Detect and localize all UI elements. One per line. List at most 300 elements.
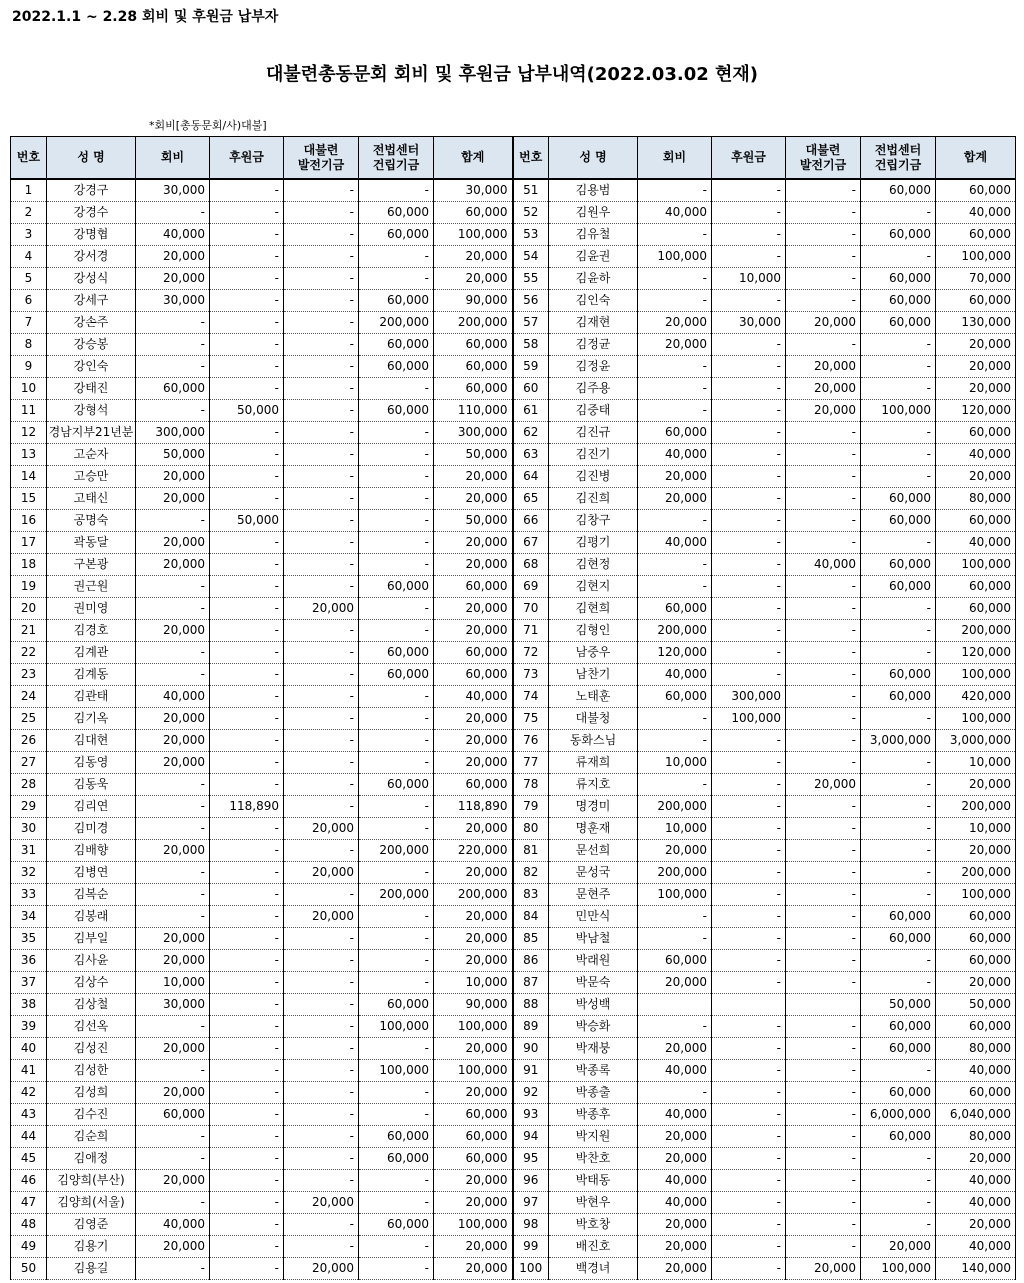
table-row	[11, 1016, 1016, 1038]
cell-dev_fund: -	[786, 576, 861, 598]
table-row	[11, 664, 1016, 686]
cell-donation: -	[210, 598, 284, 620]
cell-donation: 30,000	[712, 312, 786, 334]
cell-center_fund: -	[861, 334, 936, 356]
cell-center_fund: -	[359, 532, 434, 554]
column-header-dev_fund: 대불련 발전기금	[786, 137, 861, 180]
cell-no: 39	[11, 1016, 47, 1038]
cell-fee: 20,000	[638, 840, 712, 862]
table-row	[11, 994, 1016, 1016]
cell-dev_fund: -	[284, 796, 359, 818]
cell-no: 40	[11, 1038, 47, 1060]
cell-name: 김리연	[47, 796, 136, 818]
cell-dev_fund: -	[284, 1082, 359, 1104]
cell-no: 14	[11, 466, 47, 488]
cell-donation: -	[210, 1148, 284, 1170]
cell-fee: 200,000	[638, 620, 712, 642]
cell-total: 60,000	[936, 928, 1016, 950]
cell-total: 40,000	[936, 1192, 1016, 1214]
table-row	[11, 1082, 1016, 1104]
table-row	[11, 290, 1016, 312]
cell-fee: 40,000	[638, 202, 712, 224]
cell-total: 110,000	[434, 400, 513, 422]
cell-no: 46	[11, 1170, 47, 1192]
cell-name: 김평기	[549, 532, 638, 554]
cell-total: 60,000	[936, 576, 1016, 598]
cell-name: 박지원	[549, 1126, 638, 1148]
cell-no: 66	[513, 510, 549, 532]
cell-dev_fund: 20,000	[284, 862, 359, 884]
cell-total: 60,000	[936, 1082, 1016, 1104]
cell-total: 60,000	[936, 950, 1016, 972]
cell-fee: -	[136, 1016, 210, 1038]
cell-name: 대불청	[549, 708, 638, 730]
cell-no: 90	[513, 1038, 549, 1060]
cell-name: 김용범	[549, 179, 638, 202]
cell-fee: -	[638, 290, 712, 312]
table-row	[11, 1104, 1016, 1126]
cell-donation: 50,000	[210, 400, 284, 422]
cell-dev_fund: -	[284, 730, 359, 752]
column-header-total: 합계	[936, 137, 1016, 180]
cell-fee: 20,000	[638, 1126, 712, 1148]
cell-no: 41	[11, 1060, 47, 1082]
cell-fee: -	[136, 598, 210, 620]
cell-total: 60,000	[434, 642, 513, 664]
table-row	[11, 1060, 1016, 1082]
cell-dev_fund: 20,000	[786, 1258, 861, 1280]
cell-dev_fund: -	[284, 422, 359, 444]
cell-no: 48	[11, 1214, 47, 1236]
cell-donation: -	[712, 862, 786, 884]
cell-no: 61	[513, 400, 549, 422]
cell-fee: 300,000	[136, 422, 210, 444]
cell-total: 20,000	[434, 950, 513, 972]
table-row	[11, 378, 1016, 400]
cell-donation	[712, 994, 786, 1016]
cell-center_fund: -	[359, 686, 434, 708]
cell-fee: 40,000	[638, 664, 712, 686]
cell-donation: -	[712, 598, 786, 620]
cell-dev_fund: -	[786, 466, 861, 488]
table-row	[11, 774, 1016, 796]
cell-donation: -	[712, 642, 786, 664]
cell-total: 60,000	[936, 224, 1016, 246]
column-header-donation: 후원금	[210, 137, 284, 180]
cell-name: 권근원	[47, 576, 136, 598]
cell-donation: -	[210, 664, 284, 686]
cell-name: 김관태	[47, 686, 136, 708]
cell-name: 김애정	[47, 1148, 136, 1170]
cell-donation: -	[712, 554, 786, 576]
cell-name: 김성진	[47, 1038, 136, 1060]
cell-dev_fund: 20,000	[284, 1258, 359, 1280]
cell-center_fund: 200,000	[359, 884, 434, 906]
cell-fee: 20,000	[136, 1082, 210, 1104]
cell-center_fund: 60,000	[359, 1214, 434, 1236]
cell-dev_fund: -	[786, 1016, 861, 1038]
cell-dev_fund: -	[284, 268, 359, 290]
cell-total: 6,040,000	[936, 1104, 1016, 1126]
cell-no: 88	[513, 994, 549, 1016]
cell-center_fund: -	[861, 378, 936, 400]
cell-dev_fund: -	[786, 334, 861, 356]
cell-total: 20,000	[434, 1170, 513, 1192]
cell-dev_fund: -	[284, 246, 359, 268]
cell-center_fund: 60,000	[359, 1126, 434, 1148]
cell-total: 40,000	[936, 1060, 1016, 1082]
cell-no: 47	[11, 1192, 47, 1214]
cell-total: 100,000	[936, 664, 1016, 686]
cell-no: 93	[513, 1104, 549, 1126]
cell-center_fund: -	[861, 774, 936, 796]
cell-no: 80	[513, 818, 549, 840]
cell-donation: -	[712, 179, 786, 202]
cell-name: 박찬호	[549, 1148, 638, 1170]
cell-center_fund: 60,000	[861, 906, 936, 928]
cell-center_fund: 20,000	[861, 1236, 936, 1258]
cell-no: 55	[513, 268, 549, 290]
cell-fee: 40,000	[638, 532, 712, 554]
cell-center_fund: 60,000	[359, 994, 434, 1016]
cell-donation: -	[210, 994, 284, 1016]
cell-total: 10,000	[434, 972, 513, 994]
cell-dev_fund: -	[284, 1148, 359, 1170]
cell-donation: -	[712, 444, 786, 466]
cell-donation: -	[712, 664, 786, 686]
cell-center_fund: 60,000	[359, 334, 434, 356]
cell-name: 김대현	[47, 730, 136, 752]
cell-no: 54	[513, 246, 549, 268]
cell-dev_fund: -	[786, 752, 861, 774]
cell-name: 문현주	[549, 884, 638, 906]
cell-total: 20,000	[936, 972, 1016, 994]
table-row	[11, 598, 1016, 620]
cell-center_fund: 60,000	[359, 774, 434, 796]
cell-name: 김현정	[549, 554, 638, 576]
cell-name: 김창구	[549, 510, 638, 532]
table-row	[11, 796, 1016, 818]
cell-name: 경남지부21년분	[47, 422, 136, 444]
table-row	[11, 356, 1016, 378]
cell-center_fund: -	[861, 972, 936, 994]
cell-donation: -	[712, 818, 786, 840]
cell-fee: 200,000	[638, 862, 712, 884]
cell-center_fund: -	[861, 1060, 936, 1082]
cell-center_fund: -	[359, 950, 434, 972]
cell-dev_fund: -	[284, 686, 359, 708]
cell-fee: 20,000	[136, 708, 210, 730]
cell-fee: 40,000	[136, 1214, 210, 1236]
cell-center_fund: 200,000	[359, 312, 434, 334]
cell-no: 73	[513, 664, 549, 686]
column-header-fee: 회비	[136, 137, 210, 180]
cell-donation: -	[712, 1214, 786, 1236]
cell-fee: 20,000	[638, 466, 712, 488]
cell-donation: -	[210, 312, 284, 334]
cell-donation: -	[210, 246, 284, 268]
cell-total: 20,000	[434, 818, 513, 840]
cell-donation: -	[210, 576, 284, 598]
cell-no: 67	[513, 532, 549, 554]
cell-donation: -	[712, 1170, 786, 1192]
cell-name: 김동영	[47, 752, 136, 774]
table-row	[11, 466, 1016, 488]
cell-name: 박재붕	[549, 1038, 638, 1060]
cell-donation: -	[210, 884, 284, 906]
cell-center_fund: -	[359, 1038, 434, 1060]
cell-donation: -	[712, 1126, 786, 1148]
table-row	[11, 1214, 1016, 1236]
cell-center_fund: -	[359, 1170, 434, 1192]
cell-name: 강서경	[47, 246, 136, 268]
cell-name: 박종출	[549, 1082, 638, 1104]
cell-dev_fund: -	[786, 1126, 861, 1148]
cell-dev_fund: -	[284, 840, 359, 862]
cell-total: 40,000	[936, 444, 1016, 466]
cell-fee: 20,000	[638, 1214, 712, 1236]
cell-center_fund: 60,000	[359, 356, 434, 378]
table-row	[11, 246, 1016, 268]
cell-fee: 20,000	[638, 1258, 712, 1280]
cell-no: 32	[11, 862, 47, 884]
cell-fee: -	[638, 1082, 712, 1104]
table-row	[11, 1038, 1016, 1060]
cell-fee: -	[136, 774, 210, 796]
cell-no: 34	[11, 906, 47, 928]
cell-fee: 20,000	[136, 554, 210, 576]
cell-center_fund: 60,000	[359, 400, 434, 422]
cell-dev_fund: -	[786, 906, 861, 928]
cell-name: 문선희	[549, 840, 638, 862]
cell-name: 김현지	[549, 576, 638, 598]
cell-total: 20,000	[434, 862, 513, 884]
cell-dev_fund: -	[786, 972, 861, 994]
cell-name: 김인숙	[549, 290, 638, 312]
cell-dev_fund: -	[284, 884, 359, 906]
cell-dev_fund: -	[284, 576, 359, 598]
cell-center_fund: -	[861, 1214, 936, 1236]
cell-name: 강경수	[47, 202, 136, 224]
cell-no: 81	[513, 840, 549, 862]
cell-center_fund: -	[861, 708, 936, 730]
cell-total: 120,000	[936, 400, 1016, 422]
cell-center_fund: -	[359, 246, 434, 268]
cell-no: 69	[513, 576, 549, 598]
cell-donation: -	[712, 928, 786, 950]
cell-fee: -	[638, 356, 712, 378]
cell-no: 20	[11, 598, 47, 620]
cell-no: 65	[513, 488, 549, 510]
cell-no: 13	[11, 444, 47, 466]
cell-total: 60,000	[936, 906, 1016, 928]
cell-no: 68	[513, 554, 549, 576]
cell-no: 85	[513, 928, 549, 950]
cell-dev_fund: -	[786, 950, 861, 972]
cell-fee: -	[136, 1060, 210, 1082]
cell-no: 99	[513, 1236, 549, 1258]
cell-no: 26	[11, 730, 47, 752]
cell-name: 김형인	[549, 620, 638, 642]
table-row	[11, 532, 1016, 554]
cell-fee: -	[638, 554, 712, 576]
cell-name: 김양희(서울)	[47, 1192, 136, 1214]
cell-dev_fund: -	[786, 444, 861, 466]
cell-name: 고순자	[47, 444, 136, 466]
cell-center_fund: -	[861, 642, 936, 664]
cell-dev_fund: -	[284, 444, 359, 466]
cell-total: 200,000	[936, 796, 1016, 818]
cell-center_fund: -	[359, 466, 434, 488]
cell-total: 200,000	[434, 312, 513, 334]
cell-fee: 20,000	[638, 334, 712, 356]
cell-fee: 10,000	[638, 752, 712, 774]
cell-no: 49	[11, 1236, 47, 1258]
cell-donation: -	[712, 950, 786, 972]
cell-donation: -	[712, 884, 786, 906]
cell-center_fund: -	[359, 1258, 434, 1280]
cell-fee: -	[638, 774, 712, 796]
cell-center_fund: 60,000	[861, 1038, 936, 1060]
cell-dev_fund: 20,000	[284, 818, 359, 840]
cell-name: 김중태	[549, 400, 638, 422]
cell-total: 60,000	[434, 378, 513, 400]
cell-donation: -	[210, 972, 284, 994]
cell-fee: -	[136, 334, 210, 356]
cell-center_fund: 60,000	[861, 224, 936, 246]
cell-total: 50,000	[434, 444, 513, 466]
cell-dev_fund: -	[284, 400, 359, 422]
cell-donation: -	[712, 1236, 786, 1258]
cell-total: 120,000	[936, 642, 1016, 664]
cell-no: 19	[11, 576, 47, 598]
cell-dev_fund: 20,000	[786, 312, 861, 334]
cell-dev_fund: -	[786, 1148, 861, 1170]
cell-total: 20,000	[434, 598, 513, 620]
table-row	[11, 224, 1016, 246]
cell-total: 20,000	[936, 840, 1016, 862]
cell-center_fund: 60,000	[861, 664, 936, 686]
cell-dev_fund: -	[284, 532, 359, 554]
cell-no: 31	[11, 840, 47, 862]
cell-dev_fund: 20,000	[786, 774, 861, 796]
cell-dev_fund: -	[284, 642, 359, 664]
cell-fee: -	[136, 862, 210, 884]
cell-dev_fund: 40,000	[786, 554, 861, 576]
cell-fee: 60,000	[136, 378, 210, 400]
table-row	[11, 1192, 1016, 1214]
cell-name: 김성희	[47, 1082, 136, 1104]
cell-no: 75	[513, 708, 549, 730]
cell-dev_fund: -	[786, 1082, 861, 1104]
cell-total: 60,000	[936, 422, 1016, 444]
cell-center_fund: 60,000	[861, 268, 936, 290]
cell-center_fund: -	[359, 752, 434, 774]
cell-no: 62	[513, 422, 549, 444]
cell-center_fund: -	[861, 950, 936, 972]
cell-total: 70,000	[936, 268, 1016, 290]
cell-no: 29	[11, 796, 47, 818]
cell-name: 김주용	[549, 378, 638, 400]
cell-donation: -	[210, 906, 284, 928]
cell-name: 김윤하	[549, 268, 638, 290]
cell-no: 5	[11, 268, 47, 290]
cell-center_fund: -	[359, 730, 434, 752]
cell-no: 52	[513, 202, 549, 224]
payment-table	[10, 136, 1016, 1280]
table-row	[11, 444, 1016, 466]
cell-name: 남중우	[549, 642, 638, 664]
cell-total: 60,000	[434, 1126, 513, 1148]
cell-no: 8	[11, 334, 47, 356]
cell-fee: 10,000	[136, 972, 210, 994]
cell-donation: -	[210, 686, 284, 708]
cell-fee: 20,000	[638, 1038, 712, 1060]
cell-no: 78	[513, 774, 549, 796]
cell-dev_fund: -	[786, 532, 861, 554]
cell-donation: -	[712, 840, 786, 862]
cell-center_fund: 60,000	[861, 928, 936, 950]
cell-name: 김진희	[549, 488, 638, 510]
cell-fee: -	[136, 510, 210, 532]
cell-total: 20,000	[434, 488, 513, 510]
cell-dev_fund: -	[284, 972, 359, 994]
cell-dev_fund: -	[786, 686, 861, 708]
cell-center_fund: -	[861, 862, 936, 884]
cell-no: 28	[11, 774, 47, 796]
cell-name: 김봉래	[47, 906, 136, 928]
cell-fee: 20,000	[136, 466, 210, 488]
cell-donation: -	[210, 1060, 284, 1082]
cell-fee: 40,000	[136, 224, 210, 246]
cell-fee: -	[136, 356, 210, 378]
cell-dev_fund: -	[284, 1016, 359, 1038]
cell-total: 20,000	[434, 1038, 513, 1060]
cell-name: 김용기	[47, 1236, 136, 1258]
cell-total: 300,000	[434, 422, 513, 444]
cell-total: 100,000	[434, 224, 513, 246]
cell-name: 김경호	[47, 620, 136, 642]
cell-name: 고태신	[47, 488, 136, 510]
cell-no: 86	[513, 950, 549, 972]
cell-total: 20,000	[434, 1192, 513, 1214]
cell-center_fund: -	[861, 818, 936, 840]
cell-dev_fund: -	[284, 1170, 359, 1192]
cell-total: 60,000	[936, 1016, 1016, 1038]
cell-total: 100,000	[434, 1016, 513, 1038]
cell-no: 51	[513, 179, 549, 202]
cell-total: 20,000	[434, 752, 513, 774]
cell-no: 98	[513, 1214, 549, 1236]
cell-dev_fund: -	[786, 928, 861, 950]
cell-dev_fund: -	[786, 664, 861, 686]
cell-no: 3	[11, 224, 47, 246]
cell-total: 90,000	[434, 994, 513, 1016]
cell-dev_fund: -	[284, 1038, 359, 1060]
cell-name: 김현희	[549, 598, 638, 620]
table-row	[11, 840, 1016, 862]
cell-total: 30,000	[434, 179, 513, 202]
cell-total: 200,000	[936, 620, 1016, 642]
cell-center_fund: -	[359, 862, 434, 884]
cell-center_fund: 100,000	[861, 400, 936, 422]
cell-total: 60,000	[434, 1104, 513, 1126]
cell-no: 95	[513, 1148, 549, 1170]
table-row	[11, 179, 1016, 202]
cell-center_fund: -	[359, 1192, 434, 1214]
cell-donation: -	[210, 1192, 284, 1214]
cell-total: 40,000	[936, 532, 1016, 554]
